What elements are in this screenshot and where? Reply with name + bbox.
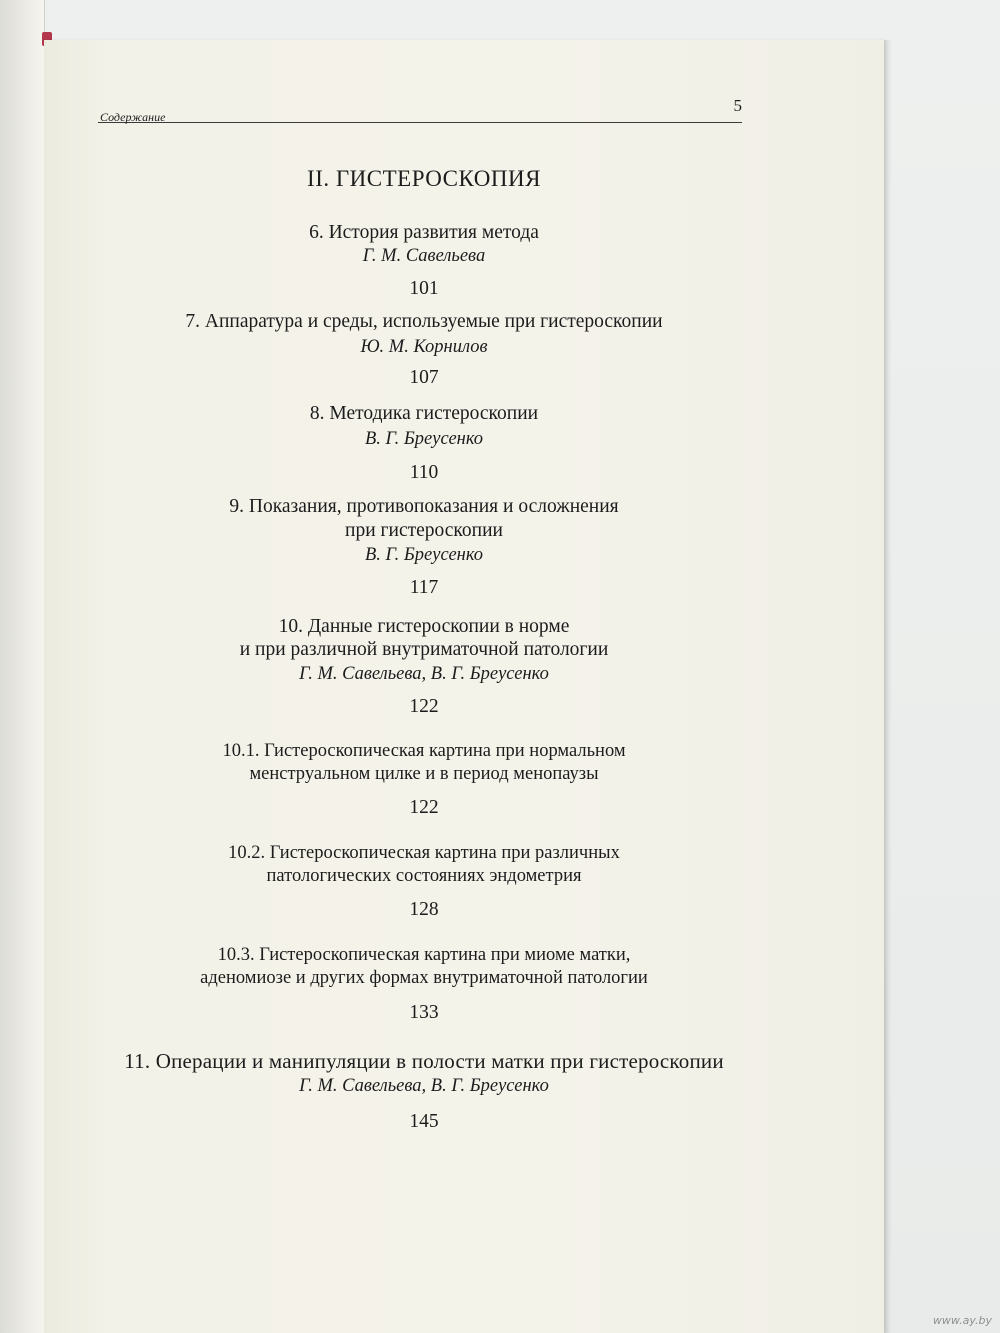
entry-10-3-title-line2: аденомиозе и других формах внутриматочной патологии bbox=[200, 968, 648, 988]
entry-8-title: 8. Методика гистероскопии bbox=[309, 403, 539, 424]
entry-9-authors: В. Г. Бреусенко bbox=[364, 545, 484, 565]
entry-10-1-page: 122 bbox=[409, 797, 439, 818]
part-title: II. ГИСТЕРОСКОПИЯ bbox=[307, 166, 541, 191]
entry-7-page: 107 bbox=[409, 367, 439, 388]
entry-8-page: 110 bbox=[409, 462, 439, 483]
entry-9-title-line1: 9. Показания, противопоказания и осложнения bbox=[229, 496, 619, 517]
entry-8-authors: В. Г. Бреусенко bbox=[364, 429, 484, 449]
entry-10-title-line2: и при различной внутриматочной патологии bbox=[239, 639, 609, 660]
entry-9-page: 117 bbox=[409, 577, 439, 598]
running-title: Содержание bbox=[100, 110, 166, 124]
watermark-text: www.ay.by bbox=[932, 1314, 992, 1327]
entry-10-2-page: 128 bbox=[409, 899, 439, 920]
entry-7-authors: Ю. М. Корнилов bbox=[360, 337, 488, 357]
running-header bbox=[98, 96, 742, 124]
entry-7-title: 7. Аппаратура и среды, используемые при гистероскопии bbox=[185, 311, 663, 332]
entry-10-authors: Г. М. Савельева, В. Г. Бреусенко bbox=[299, 664, 549, 684]
entry-11-authors: Г. М. Савельева, В. Г. Бреусенко bbox=[299, 1076, 549, 1096]
entry-10-3-title-line1: 10.3. Гистероскопическая картина при миоме матки, bbox=[217, 945, 631, 965]
entry-6-title: 6. История развития метода bbox=[309, 222, 539, 243]
entry-11-title: 11. Операции и манипуляции в полости матки при гистероскопии bbox=[124, 1049, 724, 1073]
page-edge-shadow bbox=[884, 40, 892, 1333]
entry-11-page: 145 bbox=[409, 1111, 439, 1132]
entry-6-page: 101 bbox=[409, 278, 439, 299]
entry-10-page: 122 bbox=[409, 696, 439, 717]
entry-10-1-title-line1: 10.1. Гистероскопическая картина при нормальном bbox=[222, 741, 626, 761]
entry-6-authors: Г. М. Савельева bbox=[362, 246, 486, 266]
entry-10-3-page: 133 bbox=[409, 1002, 439, 1023]
entry-9-title-line2: при гистероскопии bbox=[345, 520, 503, 541]
book-cover-edge bbox=[0, 0, 45, 1333]
entry-10-2-title-line2: патологических состояниях эндометрия bbox=[266, 866, 582, 886]
page-number: 5 bbox=[733, 96, 742, 115]
entry-10-2-title-line1: 10.2. Гистероскопическая картина при различных bbox=[228, 843, 620, 863]
entry-10-title-line1: 10. Данные гистероскопии в норме bbox=[278, 616, 570, 637]
entry-10-1-title-line2: менструальном цилке и в период менопаузы bbox=[249, 764, 599, 784]
